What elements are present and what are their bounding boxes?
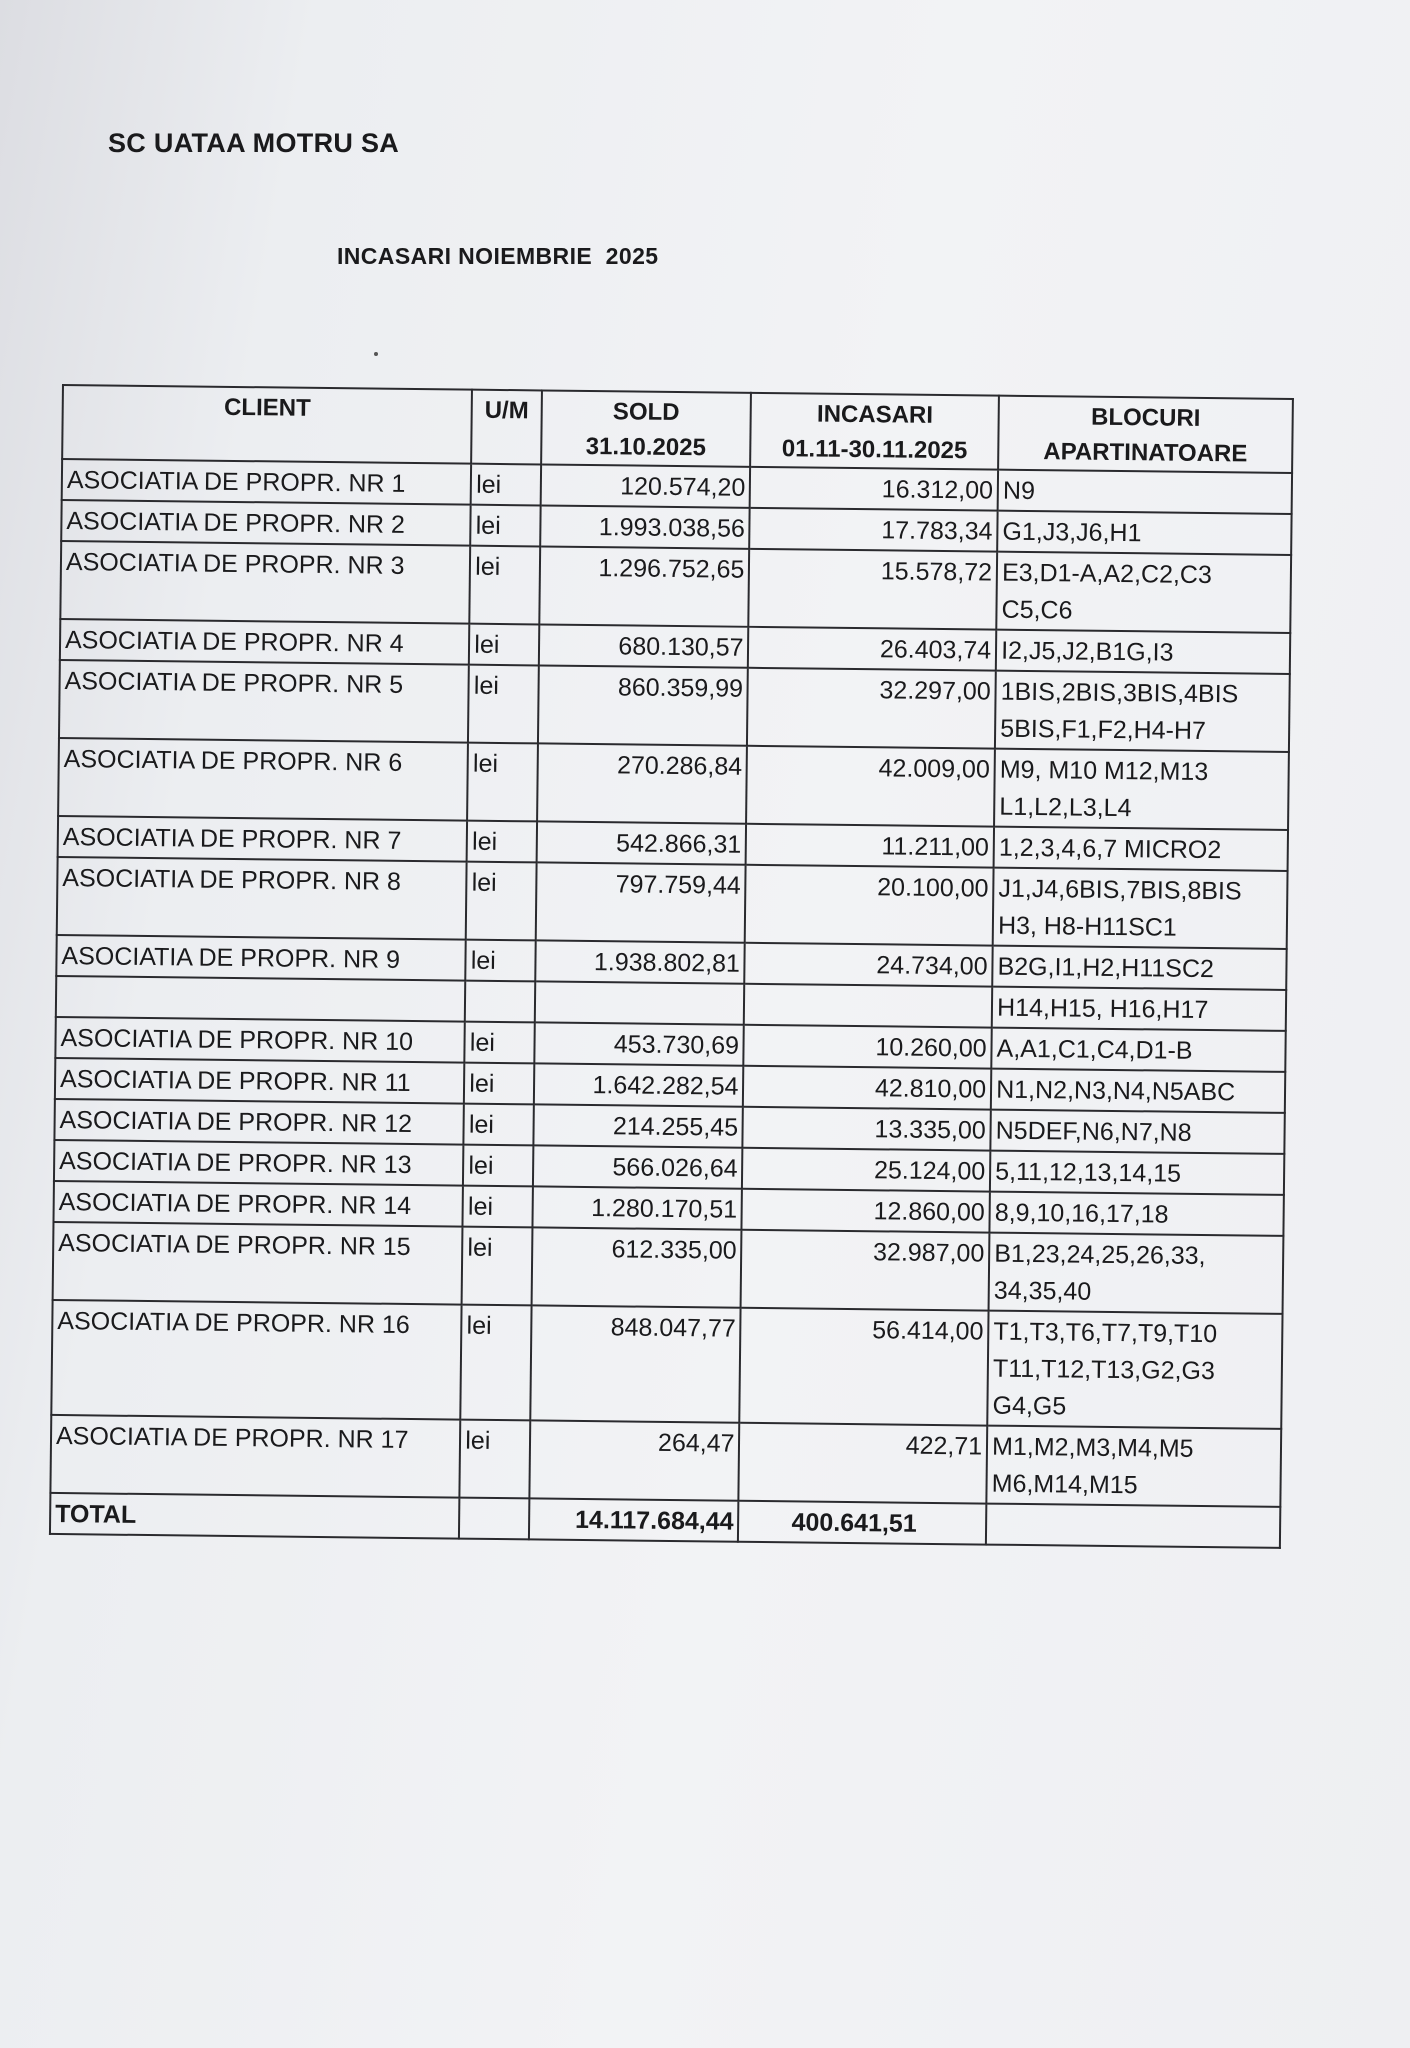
cell-incasari: 32.987,00 (741, 1230, 990, 1311)
cell-incasari: 26.403,74 (748, 627, 996, 671)
cell-client: ASOCIATIA DE PROPR. NR 6 (58, 738, 468, 821)
column-header-incasari (751, 393, 999, 470)
cell-blocuri: N5DEF,N6,N7,N8 (990, 1110, 1284, 1154)
cell-blocuri: J1,J4,6BIS,7BIS,8BIS H3, H8-H11SC1 (993, 868, 1288, 949)
cell-blocuri: T1,T3,T6,T7,T9,T10 T11,T12,T13,G2,G3 G4,G5 (987, 1311, 1282, 1429)
cell-sold (534, 981, 744, 1024)
cell-incasari: 10.260,00 (744, 1025, 992, 1069)
total-incasari: 400.641,51 (738, 1501, 986, 1545)
cell-client: ASOCIATIA DE PROPR. NR 9 (56, 935, 466, 981)
cell-blocuri: B1,23,24,25,26,33, 34,35,40 (989, 1233, 1284, 1314)
cell-sold: 453.730,69 (534, 1022, 744, 1065)
cell-client: ASOCIATIA DE PROPR. NR 13 (54, 1140, 464, 1186)
cell-blocuri: E3,D1-A,A2,C2,C3 C5,C6 (996, 552, 1291, 633)
cell-blocuri: N9 (998, 470, 1292, 514)
company-name: SC UATAA MOTRU SA (108, 128, 400, 158)
total-sold: 14.117.684,44 (528, 1498, 738, 1541)
document-title: INCASARI NOIEMBRIE 2025 (337, 243, 659, 269)
cell-incasari: 15.578,72 (749, 549, 998, 630)
column-header-incasari-line1: INCASARI (816, 400, 934, 429)
receipts-table (49, 384, 1294, 1549)
cell-client: ASOCIATIA DE PROPR. NR 10 (55, 1017, 465, 1063)
cell-sold: 1.938.802,81 (535, 940, 745, 983)
cell-incasari: 422,71 (739, 1423, 988, 1504)
cell-incasari: 32.297,00 (747, 668, 996, 749)
cell-incasari: 11.211,00 (746, 824, 994, 868)
cell-um: lei (461, 1305, 532, 1421)
cell-um: lei (470, 505, 540, 547)
cell-blocuri: 1,2,3,4,6,7 MICRO2 (994, 827, 1288, 871)
cell-sold: 566.026,64 (532, 1145, 742, 1188)
cell-incasari: 16.312,00 (750, 467, 998, 511)
cell-incasari (744, 984, 992, 1028)
cell-incasari: 42.810,00 (743, 1066, 991, 1110)
total-label: TOTAL (50, 1493, 460, 1539)
column-header-sold (541, 390, 752, 466)
cell-client: ASOCIATIA DE PROPR. NR 16 (51, 1300, 462, 1420)
cell-sold: 1.642.282,54 (533, 1063, 743, 1106)
cell-um: lei (464, 1104, 534, 1146)
column-header-incasari-line2: 01.11-30.11.2025 (781, 435, 968, 465)
cell-blocuri: A,A1,C1,C4,D1-B (991, 1028, 1285, 1072)
table-row (60, 541, 1291, 633)
cell-um: lei (468, 665, 538, 744)
cell-incasari: 42.009,00 (747, 746, 996, 827)
column-header-um (471, 390, 541, 465)
column-header-client-label: CLIENT (223, 393, 311, 422)
cell-client: ASOCIATIA DE PROPR. NR 7 (58, 816, 468, 862)
column-header-blocuri (998, 396, 1293, 473)
cell-um: lei (467, 821, 537, 863)
cell-um: lei (471, 464, 541, 506)
cell-um (465, 981, 535, 1023)
column-header-sold-line2: 31.10.2025 (585, 432, 707, 462)
cell-sold: 612.335,00 (531, 1227, 742, 1307)
cell-incasari: 17.783,34 (750, 508, 998, 552)
cell-client (56, 976, 466, 1022)
table-body (50, 459, 1292, 1548)
table-row (53, 1222, 1284, 1314)
cell-incasari: 24.734,00 (745, 943, 993, 987)
cell-incasari: 12.860,00 (742, 1189, 990, 1233)
column-header-sold-line1: SOLD (612, 398, 680, 427)
cell-sold: 1.993.038,56 (540, 505, 750, 548)
cell-sold: 1.280.170,51 (532, 1186, 742, 1229)
cell-blocuri: G1,J3,J6,H1 (997, 511, 1291, 555)
cell-blocuri: 5,11,12,13,14,15 (990, 1151, 1284, 1195)
cell-um: lei (467, 743, 537, 822)
cell-blocuri: B2G,I1,H2,H11SC2 (992, 946, 1286, 990)
cell-blocuri: M1,M2,M3,M4,M5 M6,M14,M15 (986, 1426, 1281, 1507)
table-header-row (62, 385, 1293, 473)
cell-sold: 542.866,31 (536, 821, 746, 864)
cell-um: lei (462, 1227, 532, 1306)
cell-um: lei (464, 1063, 534, 1105)
cell-blocuri: M9, M10 M12,M13 L1,L2,L3,L4 (994, 749, 1289, 830)
cell-client: ASOCIATIA DE PROPR. NR 14 (53, 1181, 463, 1227)
cell-client: ASOCIATIA DE PROPR. NR 3 (60, 541, 470, 624)
table-row (50, 1415, 1281, 1507)
cell-um: lei (470, 546, 540, 625)
cell-um: lei (463, 1186, 533, 1228)
cell-um: lei (463, 1145, 533, 1187)
cell-sold: 848.047,77 (530, 1305, 741, 1422)
cell-sold: 270.286,84 (537, 743, 748, 823)
column-header-um-label: U/M (484, 396, 529, 425)
cell-client: ASOCIATIA DE PROPR. NR 12 (54, 1099, 464, 1145)
cell-client: ASOCIATIA DE PROPR. NR 8 (57, 857, 467, 940)
column-header-client (62, 385, 472, 464)
table-row (51, 1300, 1282, 1429)
table-row (59, 660, 1290, 752)
cell-client: ASOCIATIA DE PROPR. NR 5 (59, 660, 469, 743)
cell-incasari: 25.124,00 (742, 1148, 990, 1192)
cell-sold: 214.255,45 (533, 1104, 743, 1147)
cell-um: lei (466, 940, 536, 982)
column-header-blocuri-line2: APARTINATOARE (1043, 438, 1248, 468)
cell-blocuri: 1BIS,2BIS,3BIS,4BIS 5BIS,F1,F2,H4-H7 (995, 671, 1290, 752)
cell-client: ASOCIATIA DE PROPR. NR 2 (61, 500, 471, 546)
table-row (58, 738, 1289, 830)
cell-client: ASOCIATIA DE PROPR. NR 4 (60, 619, 470, 665)
cell-sold: 1.296.752,65 (539, 546, 750, 626)
cell-um: lei (465, 1022, 535, 1064)
ink-speck (374, 352, 378, 356)
cell-blocuri: H14,H15, H16,H17 (992, 987, 1286, 1031)
cell-client: ASOCIATIA DE PROPR. NR 11 (55, 1058, 465, 1104)
cell-sold: 264,47 (529, 1420, 740, 1500)
table-row (57, 857, 1288, 949)
cell-incasari: 20.100,00 (745, 865, 994, 946)
column-header-blocuri-line1: BLOCURI (1090, 403, 1201, 432)
cell-sold: 860.359,99 (538, 665, 749, 745)
cell-um: lei (466, 862, 536, 941)
cell-client: ASOCIATIA DE PROPR. NR 17 (50, 1415, 460, 1498)
cell-blocuri: I2,J5,J2,B1G,I3 (996, 630, 1290, 674)
cell-um: lei (460, 1420, 530, 1499)
cell-client: ASOCIATIA DE PROPR. NR 15 (53, 1222, 463, 1305)
cell-incasari: 13.335,00 (743, 1107, 991, 1151)
cell-sold: 680.130,57 (538, 624, 748, 667)
cell-client: ASOCIATIA DE PROPR. NR 1 (62, 459, 472, 505)
total-um (459, 1498, 529, 1540)
cell-incasari: 56.414,00 (740, 1308, 989, 1426)
cell-sold: 797.759,44 (535, 862, 746, 942)
cell-um: lei (469, 624, 539, 666)
cell-blocuri: N1,N2,N3,N4,N5ABC (991, 1069, 1285, 1113)
cell-sold: 120.574,20 (540, 464, 750, 507)
cell-blocuri: 8,9,10,16,17,18 (990, 1192, 1284, 1236)
total-blocuri (986, 1504, 1280, 1548)
